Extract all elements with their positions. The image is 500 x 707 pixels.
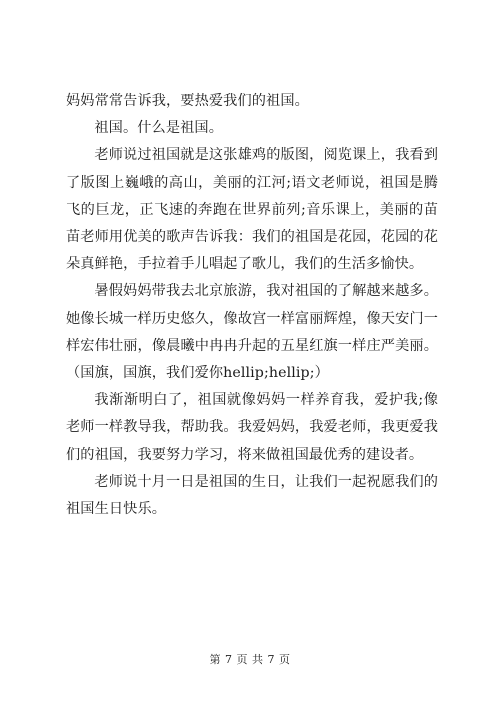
paragraph-5: 我渐渐明白了，祖国就像妈妈一样养育我，爱护我;像老师一样教导我，帮助我。我爱妈妈，我爱老师，我更爱我们的祖国，我要努力学习，将来做祖国最优秀的建设者。 — [66, 392, 438, 463]
paragraph-3: 老师说过祖国就是这张雄鸡的版图，阅览课上，我看到了版图上巍峨的高山，美丽的江河;语文老师说，祖国是腾飞的巨龙，正飞速的奔跑在世界前列;音乐课上，美丽的苗苗老师用优美的歌声告诉我：我们的祖国是花园，花园的花朵真鲜艳，手拉着手儿唱起了歌儿，我们的生活多愉快。 — [66, 147, 438, 273]
paragraph-2: 祖国。什么是祖国。 — [94, 120, 223, 137]
document-body — [66, 88, 438, 523]
paragraph-1: 妈妈常常告诉我，要热爱我们的祖国。 — [66, 93, 309, 109]
paragraph-6: 老师说十月一日是祖国的生日，让我们一起祝愿我们的祖国生日快乐。 — [66, 473, 438, 518]
page-footer: 第 7 页 共 7 页 — [209, 653, 291, 666]
paragraph-4: 暑假妈妈带我去北京旅游，我对祖国的了解越来越多。她像长城一样历史悠久，像故宫一样富丽辉煌，像天安门一样宏伟壮丽，像晨曦中冉冉升起的五星红旗一样庄严美丽。（国旗，国旗，我们爱你hellip;hellip;） — [66, 283, 438, 382]
